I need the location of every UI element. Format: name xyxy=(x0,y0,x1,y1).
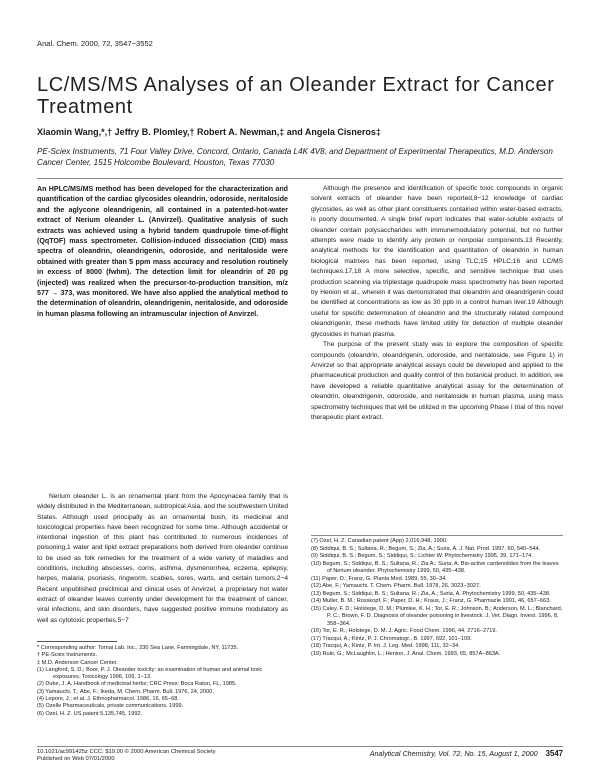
footnote-affil-2: ‡ M.D. Anderson Cancer Center. xyxy=(37,659,118,666)
journal-reference: Anal. Chem. 2000, 72, 3547−3552 xyxy=(37,39,153,48)
reference-item: (3) Yamauchi, T.; Abe, F.; Ikeda, M. Chem. Pharm. Bull. 1976, 24, 2000. xyxy=(37,688,214,695)
reference-item: (15) Caley, F. D.; Holstege, D. M.; Plumlee, K. H.; Tor, E. R.; Johnson, B.; Anderson, M. L.; Blanchard, P. C.; Brown, F. D. Diagnosis of oleander poisoning in livestock. J. Vet. Diagn. Invest. 1996, 8, 358−364. xyxy=(311,605,563,627)
reference-item: (12) Abe, F.; Yamauchi, T. Chem. Pharm. Bull. 1978, 26, 3023−3027. xyxy=(311,583,481,589)
reference-item: (14) Muller, B. M.; Rosskopf, F.; Paper, D. H.; Kraus, J.; Franz, G. Pharmazie 1991, 46, 657−663. xyxy=(311,598,551,604)
reference-item: (13) Begum, S.; Siddiqui, B. S.; Sultana, R.; Zia, A.; Suria, A. Phytochemistry 1999, 50, 435−438. xyxy=(311,590,551,597)
intro-column-right xyxy=(311,184,563,423)
intro-paragraph: Nerium oleander L. is an ornamental plant from the Apocynacea family that is widely distributed in the Mediterranean, subtropical Asia, and the southwestern United States. Although used principally as an ornamental bush, its medicinal and toxicological properties have been recognized for some time. Although accidental or intentional ingestion of this plant has contributed to numerous incidences of poisoning,1 water and lipid extract preparations both derived from oleander continue to be used as folk remedies for the treatment of a wide variety of maladies and conditions, including abscesses, corns, asthma, dysmenorrhea, eczema, epilepsy, herpes, malaria, psoriasis, ringworm, scabies, sores, warts, and certain tumors.2−4 Recent unpublished preclinical and clinical uses of Anvirzel, a proprietary hot water extract of oleander leaves currently under development for the treatment of cancer, viral infections, and skin disorders, have suggested positive immune modulatory as well as cytotoxic properties.5−7 xyxy=(37,493,288,624)
reference-item: (19) Rule, G.; McLaughlin, L.; Henion, J. Anal. Chem. 1993, 65, 857A−863A. xyxy=(311,650,501,657)
footnote-divider xyxy=(37,641,117,642)
author-affiliations: PE-Sciex Instruments, 71 Four Valley Drive, Concord, Ontario, Canada L4K 4V8, and Department of Experimental Therapeutics, M.D. Anderson Cancer Center, 1515 Holcombe Boulevard, Houston, Texas 77030 xyxy=(37,147,553,167)
footer-divider xyxy=(37,746,563,747)
reference-item: (17) Tracqui, A.; Kintz, P. J. Chromatogr., B. 1997, 692, 101−109. xyxy=(311,635,472,642)
references-left xyxy=(37,645,288,718)
page-number: 3547 xyxy=(545,749,563,758)
reference-item: (18) Tracqui, A.; Kintz, P. Int. J. Leg. Med. 1998, 111, 32−34. xyxy=(311,643,460,649)
reference-item: (16) Tor, E. R.; Holstege, D. M. J. Agric. Food Chem. 1996, 44, 2716−2719. xyxy=(311,628,497,634)
footnote-affil-1: † PE-Sciex Instruments. xyxy=(37,652,97,659)
reference-item: (6) Ozel, H. Z. US patent 5,135,745, 1992. xyxy=(37,710,143,717)
intro-paragraph: The purpose of the present study was to explore the composition of specific compounds (oleandrin, oleandrigenin, odoroside, and neritaloside, see Figure 1) in Anvirzel so that appropriate analytical assays could be developed and applied to the pharmaceutical production and quality control of this botanical product. In addition, we have developed a reliable quantitative analytical assay for the determination of oleandrin, oleandrigenin, odoroside, and neritaloside in human plasma, using mass spectrometry techniques that will be utilized in the upcoming Phase I trial of this novel therapeutic plant extract. xyxy=(311,341,563,421)
reference-item: (1) Langford, S. D.; Boor, P. J. Oleander toxicity: an examination of human and animal toxic exposures. Toxicology 1996, 109, 1−13. xyxy=(37,666,263,681)
author-list: Xiaomin Wang,*,† Jeffry B. Plomley,† Robert A. Newman,‡ and Angela Cisneros‡ xyxy=(37,127,381,137)
footer-journal xyxy=(370,749,563,758)
references-right xyxy=(311,538,563,658)
doi-line: 10.1021/ac991425z CCC: $19.00 © 2000 American Chemical Society xyxy=(37,749,216,755)
abstract-text: An HPLC/MS/MS method has been developed for the characterization and quantification of the cardiac glycosides oleandrin, odoroside, neritaloside and the aglycone oleandrigenin, all contained in a patented-hot-water extract of Nerium oleander L. (Anvirzel). Qualitative analysis of such extracts was achieved using a hybrid tandem quadrupole time-of-flight (QqTOF) mass spectrometer. Collision-induced dissociation (CID) mass spectra of oleandrin, oleandrigenin, odoroside, and neritaloside were obtained with greater than 5 ppm mass accuracy and resolution routinely in excess of 8000 (fwhm). The detection limit for oleandrin of 20 pg (injected) was realized when the precursor-to-production transition, m/z 577 → 373, was monitored. We have also applied the analytical method to the determination of oleandrin, oleandrigenin, neritaloside, and odoroside in human plasma following an intramuscular injection of Anvirzel. xyxy=(37,185,288,318)
reference-item: (11) Paper, D.; Franz, G. Planta Med. 1989, 55, 30−34. xyxy=(311,575,447,582)
header-divider xyxy=(37,178,563,179)
article-title: LC/MS/MS Analyses of an Oleander Extract for Cancer Treatment xyxy=(37,74,555,118)
reference-item: (2) Duke, J. A. Handbook of medicinal herbs; CRC Press: Boca Raton, FL, 1985. xyxy=(37,681,237,688)
reference-item: (9) Siddiqui, B. S.; Begum, S.; Siddiqui, S.; Lichter W. Phytochemistry 1995, 39, 171−174. xyxy=(311,553,533,559)
reference-item: (5) Ozelle Pharmaceuticals, private communications, 1999. xyxy=(37,703,184,710)
reference-item: (10) Begum, S.; Siddiqui, B. S.; Sultana, R.; Zia A.; Suria, A. Bio-active cardenolides from the leaves of Nerium oleander. Phytochemistry 1999, 50, 435−438. xyxy=(311,560,559,574)
intro-column-left xyxy=(37,492,288,626)
reference-item: (8) Siddiqui, B. S.; Sultana, R.; Begum, S.; Zia, A.; Suria, A. J. Nat. Prod. 1997, 60, 540−544. xyxy=(311,545,541,552)
references-divider xyxy=(311,535,563,536)
footnote-corresponding: * Corresponding author: Tornai Lab. Inc., 230 Sea Lane, Farmingdale, NY, 11735. xyxy=(37,645,239,651)
reference-item: (7) Ozel, H. Z. Canadian patent (App) 2,016,948, 1990. xyxy=(311,538,448,544)
reference-item: (4) Lepore, J.; et al. J. Ethnopharmacol. 1986, 16, 65−68. xyxy=(37,696,179,703)
abstract xyxy=(37,184,288,319)
footer-journal-citation: Analytical Chemistry, Vol. 72, No. 15, August 1, 2000 xyxy=(369,749,538,758)
intro-paragraph: Although the presence and identification of specific toxic compounds in organic solvent extracts of oleander have been reported,8−12 knowledge of cardiac glycosides, as well as other plant constituents contained within water-based extracts, is poorly documented. A single brief report indicates that water-soluble extracts of oleander contain polysaccharides with immunemodulatory potential, but no further attempts were made to identify any protein or nonpolar components.13 Recently, analytical methods for the identification and quantitation of oleandrin in human biological matrixes has been reported, using TLC,15 HPLC,16 and LC/MS techniques.17,18 A more selective, specific, and sensitive technique that uses production scanning via triplestage quadrupole mass spectrometry has been reported by Henion et al., wherein it was demonstrated that oleandrin and oleandrigenin could be identified at concentrations as low as 30 ppb in a control human liver.19 Although useful for specific determination of oleandrin and the structurally related compound oleandrigenin, these methods have limited utility for detection of multiple oleander glycosides in human plasma. xyxy=(311,185,563,338)
publication-date: Published on Web 07/01/2000 xyxy=(37,756,115,762)
